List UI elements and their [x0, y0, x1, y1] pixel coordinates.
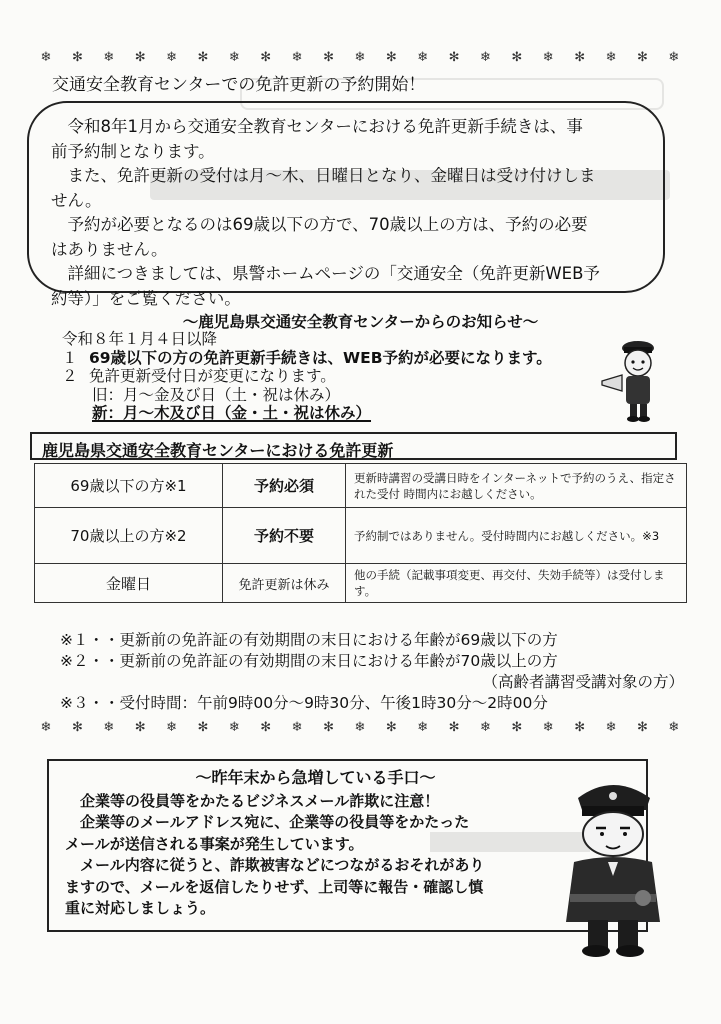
- notice-item-1: [62, 349, 622, 368]
- notice-line: 予約が必要となるのは69歳以下の方で、70歳以上の方は、予約の必要: [51, 215, 588, 234]
- table-cell-who: 70歳以上の方※2: [35, 508, 223, 564]
- footnote-3: ※３・・受付時間：午前9時00分～9時30分、午後1時30分～2時00分: [60, 694, 548, 712]
- license-renewal-table: [34, 463, 687, 603]
- new-schedule: [62, 404, 622, 423]
- license-table-title: 鹿児島県交通安全教育センターにおける免許更新: [30, 432, 677, 460]
- table-cell-detail: 更新時講習の受講日時をインターネットで予約のうえ、指定された受付 時間内にお越しください。: [346, 464, 687, 508]
- scam-line: 企業等の役員等をかたるビジネスメール詐欺に注意！: [65, 791, 440, 810]
- notice-line: 詳細につきましては、県警ホームページの「交通安全（免許更新WEB予: [51, 264, 600, 283]
- table-cell-status: 予約不要: [223, 508, 346, 564]
- notice-line: また、免許更新の受付は月～木、日曜日となり、金曜日は受け付けしま: [51, 166, 596, 185]
- table-row: [35, 564, 687, 603]
- item-number: １: [62, 348, 78, 367]
- reservation-heading: 交通安全教育センターでの免許更新の予約開始！: [52, 75, 426, 95]
- notice-line: 前予約制となります。: [51, 141, 215, 161]
- table-cell-status: 予約必須: [223, 464, 346, 508]
- notice-item-2: [62, 367, 622, 386]
- notice-line: はありません。: [51, 239, 168, 259]
- table-row: [35, 508, 687, 564]
- scam-line: 企業等のメールアドレス宛に、企業等の役員等をかたった: [65, 813, 470, 831]
- notice-line: 約等）」をご覧ください。: [51, 288, 241, 308]
- center-notice-body: [62, 330, 622, 423]
- new-schedule-text: 新：月～木及び日（金・土・祝は休み）: [92, 404, 372, 422]
- scam-line: ますので、メールを返信したりせず、上司等に報告・確認し慎: [65, 877, 484, 896]
- notice-line: 令和8年1月から交通安全教育センターにおける免許更新手続きは、事: [51, 117, 583, 136]
- table-cell-detail: 予約制ではありません。受付時間内にお越しください。※3: [346, 508, 687, 564]
- footnote-2: ※２・・更新前の免許証の有効期間の末日における年齢が70歳以上の方: [60, 652, 558, 670]
- notice-line: せん。: [51, 190, 102, 210]
- scam-line: メール内容に従うと、詐欺被害などにつながるおそれがあり: [65, 856, 485, 874]
- scam-line: 重に対応しましょう。: [65, 899, 216, 917]
- scam-warning-title: ～昨年末から急増している手口～: [195, 768, 436, 787]
- table-cell-detail: 他の手続（記載事項変更、再交付、失効手続等）は受付します。: [346, 564, 687, 603]
- reservation-notice-box: [27, 101, 665, 308]
- scam-line: メールが送信される事案が発生しています。: [65, 834, 364, 853]
- footnotes: [60, 630, 690, 714]
- footnote-2-sub: （高齢者講習受講対象の方）: [482, 673, 684, 691]
- table-cell-who: 69歳以下の方※1: [35, 464, 223, 508]
- table-cell-status: 免許更新は休み: [223, 564, 346, 603]
- item-text: 69歳以下の方の免許更新手続きは、WEB予約が必要になります。: [88, 348, 552, 367]
- top-snowflake-border: ❄ ✻ ❄ ✻ ❄ ✻ ❄ ✻ ❄ ✻ ❄ ✻ ❄ ✻ ❄ ✻ ❄ ✻ ❄ ✻ ❄: [40, 49, 680, 65]
- police-officer-icon: [548, 770, 678, 960]
- middle-snowflake-border: ❄ ✻ ❄ ✻ ❄ ✻ ❄ ✻ ❄ ✻ ❄ ✻ ❄ ✻ ❄ ✻ ❄ ✻ ❄ ✻ ❄: [40, 719, 680, 735]
- table-cell-who: 金曜日: [35, 564, 223, 603]
- effective-date: 令和８年１月４日以降: [62, 330, 218, 348]
- item-text: 免許更新受付日が変更になります。: [88, 367, 336, 385]
- footnote-1: ※１・・更新前の免許証の有効期間の末日における年齢が69歳以下の方: [60, 631, 558, 649]
- police-officer-megaphone-icon: [600, 333, 670, 423]
- center-notice-title: ～鹿児島県交通安全教育センターからのお知らせ～: [182, 313, 539, 331]
- item-number: ２: [62, 367, 78, 385]
- old-schedule: 旧：月～金及び日（土・祝は休み）: [92, 385, 341, 404]
- table-row: [35, 464, 687, 508]
